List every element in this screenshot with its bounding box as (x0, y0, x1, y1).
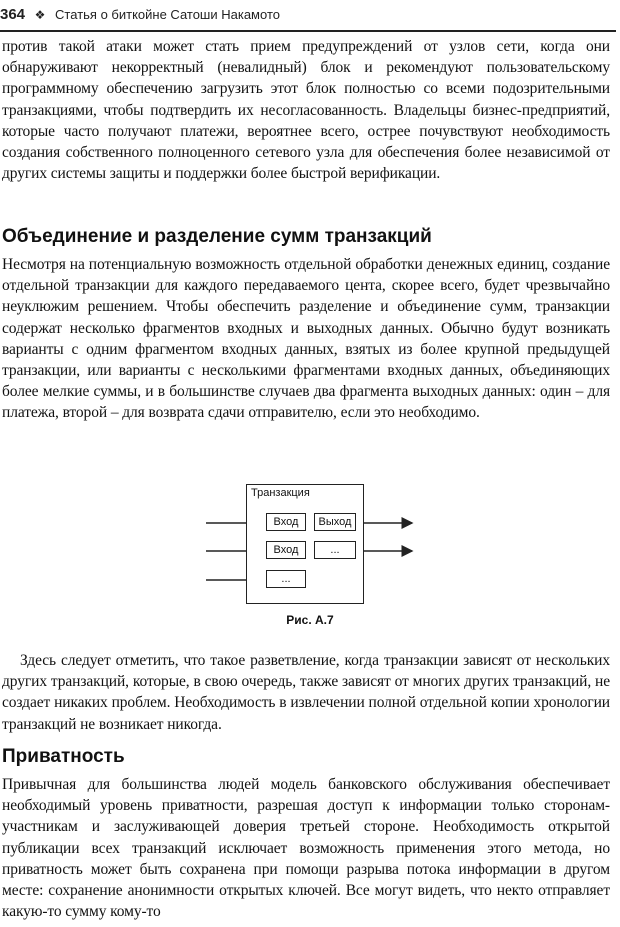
input-cell: Вход (266, 513, 306, 531)
after-figure-paragraph: Здесь следует отметить, что такое разветвление, когда транзакции зависят от нескольких других транзакций, которые, в свою очередь, также зависят от многих других транзакций, не создает никаких проблем. Необходимость в извлечении полной отдельной копии хронологии транзакций не возникает никогда. (2, 652, 610, 733)
section-heading-privacy: Приватность (2, 746, 125, 767)
input-cell: Вход (266, 541, 306, 559)
input-ellipsis-cell: ... (266, 570, 306, 588)
page-number: 364 (0, 6, 26, 23)
section-heading-transactions: Объединение и разделение сумм транзакций (2, 226, 432, 247)
intro-paragraph: против такой атаки может стать прием предупреждений от узлов сети, когда они обнаруживают некорректный (невалидный) блок и рекомендуют пользовательскому программному обеспечению загрузить этот блок полностью со всеми подозрительными транзакциями, чтобы подтвердить их несогласованность. Владельцы бизнес-предприятий, которые часто получают платежи, вероятнее всего, острее почувствуют необходимость создания собственного полноценного сетевого узла для обеспечения более независимой от других системы защиты и поддержки более быстрой верификации. (2, 38, 610, 183)
section-paragraph-privacy: Привычная для большинства людей модель банковского обслуживания обеспечивает необходимый уровень приватности, разрешая доступ к информации только сторонам-участникам и заслуживающей доверия третьей стороне. Необходимость открытой публикации всех транзакций исключает возможность применения этого метода, но приватность может быть сохранена при помощи разрыва потока информации в другом месте: сохранение анонимности открытых ключей. Все могут видеть, что некто отправляет какую-то сумму кому-то (2, 776, 610, 921)
transaction-box-title: Транзакция (251, 487, 310, 499)
header-separator: ❖ (34, 8, 46, 22)
figure-caption: Рис. А.7 (286, 613, 334, 627)
section-paragraph-transactions: Несмотря на потенциальную возможность отдельной обработки денежных единиц, создание отдельной транзакции для каждого передаваемого цента, скорее всего, будет чрезвычайно неуклюжим решением. Чтобы обеспечить разделение и объединение сумм, транзакции содержат несколько фрагментов входных и выходных данных. Обычно будут возникать варианты с одним фрагментом входных данных, взятых из более крупной предыдущей транзакции, или варианты с несколькими фрагментами входных данных, объединяющих более мелкие суммы, и в большинстве случаев два фрагмента выходных данных: один – для платежа, второй – для возврата сдачи отправителю, если это необходимо. (2, 256, 610, 422)
header-rule (0, 30, 616, 32)
output-ellipsis-cell: ... (314, 541, 356, 559)
transaction-figure (200, 482, 420, 612)
running-header (0, 6, 612, 23)
running-title: Статья о биткойне Сатоши Накамото (55, 7, 280, 22)
output-cell: Выход (314, 513, 356, 531)
